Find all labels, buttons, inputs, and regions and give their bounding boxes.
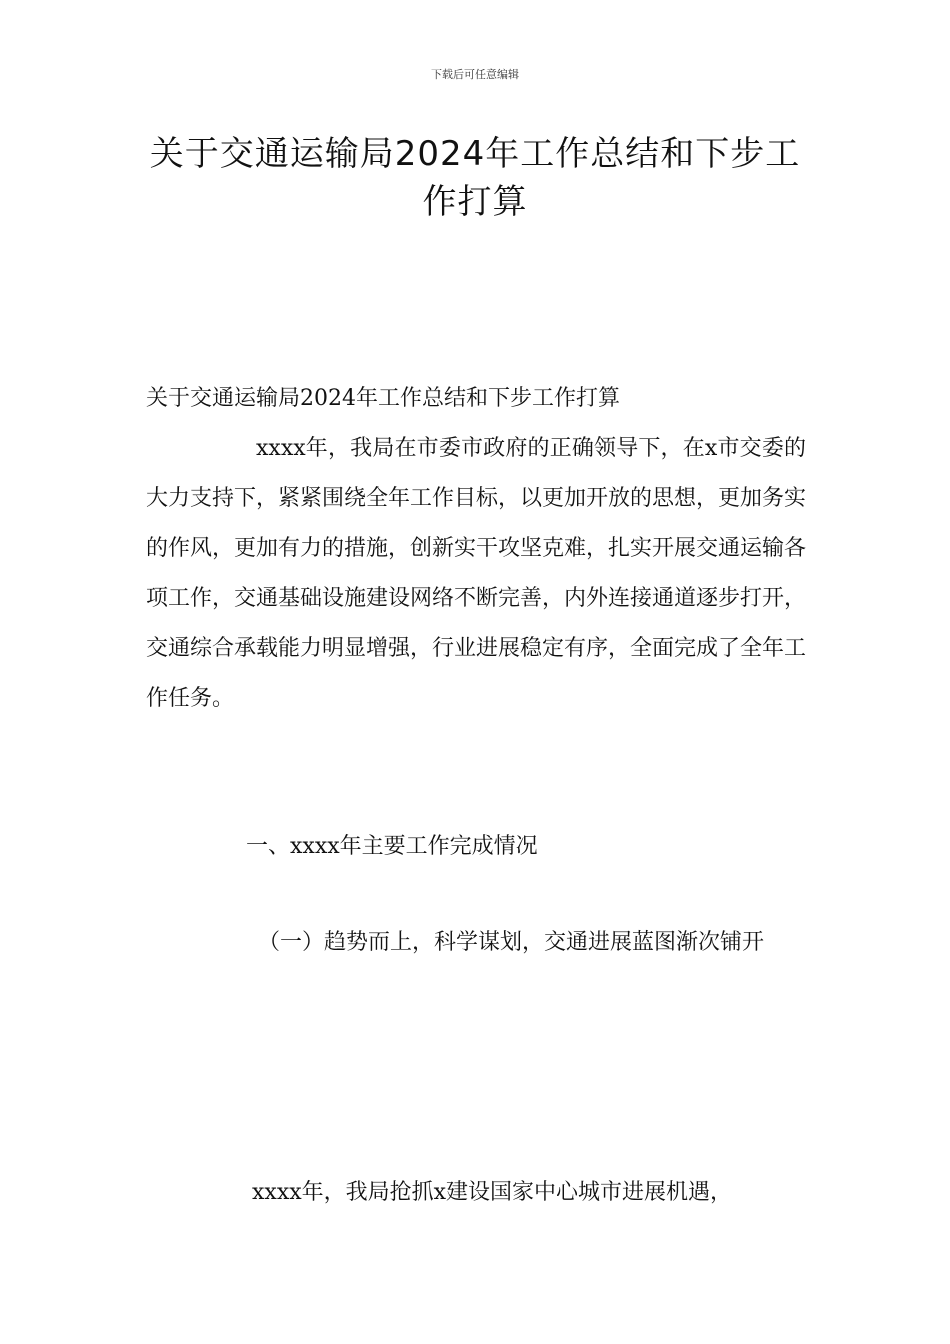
body-paragraph: xxxx年，我局抢抓x建设国家中心城市进展机遇， xyxy=(252,1180,733,1205)
document-title: 关于交通运输局2024年工作总结和下步工作打算 xyxy=(149,134,801,222)
header-note: 下载后可任意编辑 xyxy=(431,68,519,81)
subsection-heading: （一）趋势而上，科学谋划，交通进展蓝图渐次铺开 xyxy=(258,930,765,955)
section-heading: 一、xxxx年主要工作完成情况 xyxy=(246,834,538,859)
intro-paragraph: xxxx年，我局在市委市政府的正确领导下，在x市交委的大力支持下，紧紧围绕全年工作目标，以更加开放的思想，更加务实的作风，更加有力的措施，创新实干攻坚克难，扎实开展交通运输各项工作，交通基础设施建设网络不断完善，内外连接通道逐步打开，交通综合承载能力明显增强，行业进展稳定有序，全面完成了全年工作任务。 xyxy=(146,436,807,711)
document-subtitle: 关于交通运输局2024年工作总结和下步工作打算 xyxy=(146,386,620,411)
